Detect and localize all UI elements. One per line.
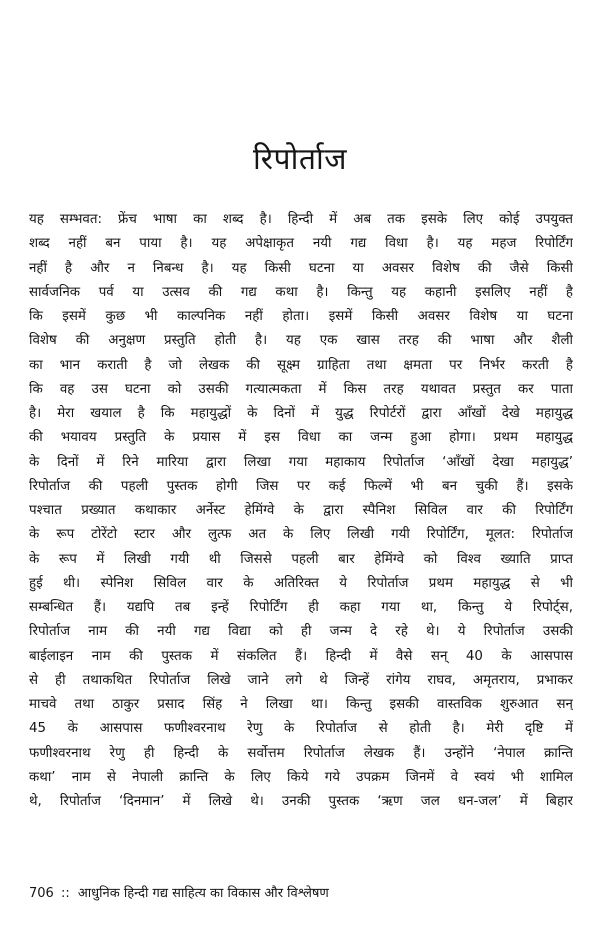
footer-separator: ::: [60, 886, 70, 901]
paragraph-line: के रूप टोरेंटो स्टार और लुत्फ अत के लिए लिखी गयी रिपोर्टिंग, मूलत: रिपोर्ताज: [29, 527, 573, 543]
paragraph-line: माचवे तथा ठाकुर प्रसाद सिंह ने लिखा था। किन्तु इसकी वास्तविक शुरुआत सन्: [29, 697, 573, 712]
paragraph-line: की भयावय प्रस्तुति के प्रयास में इस विधा का जन्म हुआ होगा। प्रथम महायुद्ध: [29, 430, 573, 446]
paragraph-line: थे, रिपोर्ताज ‘दिनमान’ में लिखे थे। उनकी पुस्तक ‘ऋण जल धन-जल’ में बिहार: [29, 794, 573, 809]
paragraph-line: रिपोर्ताज की पहली पुस्तक होगी जिस पर कई फिल्में भी बन चुकी हैं। इसके: [29, 478, 573, 494]
page-footer: [29, 884, 573, 904]
paragraph-line: फणीश्वरनाथ रेणु ही हिन्दी के सर्वोत्तम रिपोर्ताज लेखक हैं। उन्होंने ‘नेपाल क्रान्ति: [29, 745, 573, 761]
paragraph-line: रिपोर्ताज नाम की नयी गद्य विद्या को ही जन्म दे रहे थे। ये रिपोर्ताज उसकी: [29, 624, 573, 640]
paragraph-line: शब्द नहीं बन पाया है। यह अपेक्षाकृत नयी गद्य विधा है। यह महज रिपोर्टिंग: [29, 236, 573, 252]
paragraph-line: यह सम्भवत: फ्रेंच भाषा का शब्द है। हिन्दी में अब तक इसके लिए कोई उपयुक्त: [29, 212, 573, 227]
paragraph-line: कि इसमें कुछ भी काल्पनिक नहीं होता। इसमें किसी अवसर विशेष या घटना: [29, 309, 573, 324]
paragraph-line: का भान कराती है जो लेखक की सूक्ष्म ग्राहिता तथा क्षमता पर निर्भर करती है: [29, 357, 573, 373]
paragraph-line: कि वह उस घटना को उसकी गत्यात्मकता में किस तरह यथावत प्रस्तुत कर पाता: [29, 381, 573, 397]
paragraph-line: के दिनों में रिने मारिया द्वारा लिखा गया महाकाय रिपोर्ताज ‘आँखों देखा महायुद्ध’: [29, 454, 573, 470]
paragraph-line: पश्चात प्रख्यात कथाकार अर्नेस्ट हेमिंग्वे के द्वारा स्पैनिश सिविल वार की रिपोर्टिंग: [29, 503, 573, 518]
paragraph-line: कथा’ नाम से नेपाली क्रान्ति के लिए किये गये उपक्रम जिनमें वे स्वयं भी शामिल: [29, 769, 573, 785]
paragraph-line: के रूप में लिखी गयी थी जिससे पहली बार हेमिंग्वे को विश्व ख्याति प्राप्त: [29, 551, 573, 567]
body-paragraph: [29, 208, 573, 814]
running-book-title: आधुनिक हिन्दी गद्य साहित्य का विकास और विश्लेषण: [77, 886, 329, 901]
paragraph-line: नहीं है और न निबन्ध है। यह किसी घटना या अवसर विशेष की जैसे किसी: [29, 260, 573, 276]
paragraph-line: विशेष की अनुक्षण प्रस्तुति होती है। यह एक खास तरह की भाषा और शैली: [29, 333, 573, 349]
paragraph-line: हुई थी। स्पेनिश सिविल वार के अतिरिक्त ये रिपोर्ताज प्रथम महायुद्ध से भी: [29, 575, 573, 591]
paragraph-line: सार्वजनिक पर्व या उत्सव की गद्य कथा है। किन्तु यह कहानी इसलिए नहीं है: [29, 284, 573, 300]
paragraph-line: से ही तथाकथित रिपोर्ताज लिखे जाने लगे थे जिन्हें रांगेय राघव, अमृतराय, प्रभाकर: [29, 672, 573, 688]
paragraph-line: 45 के आसपास फणीश्वरनाथ रेणु के रिपोर्ताज से होती है। मेरी दृष्टि में: [29, 721, 573, 737]
paragraph-line: सम्बन्धित हैं। यद्यपि तब इन्हें रिपोर्टिंग ही कहा गया था, किन्तु ये रिपोर्ट्स,: [29, 600, 573, 615]
paragraph-line: है। मेरा खयाल है कि महायुद्धों के दिनों में युद्ध रिपोर्टरों द्वारा आँखों देखे महायुद्ध: [29, 406, 573, 421]
page-number: 706: [29, 886, 54, 901]
paragraph-line: बाईलाइन नाम की पुस्तक में संकलित हैं। हिन्दी में वैसे सन् 40 के आसपास: [29, 648, 573, 664]
chapter-title: रिपोर्ताज: [253, 142, 347, 178]
